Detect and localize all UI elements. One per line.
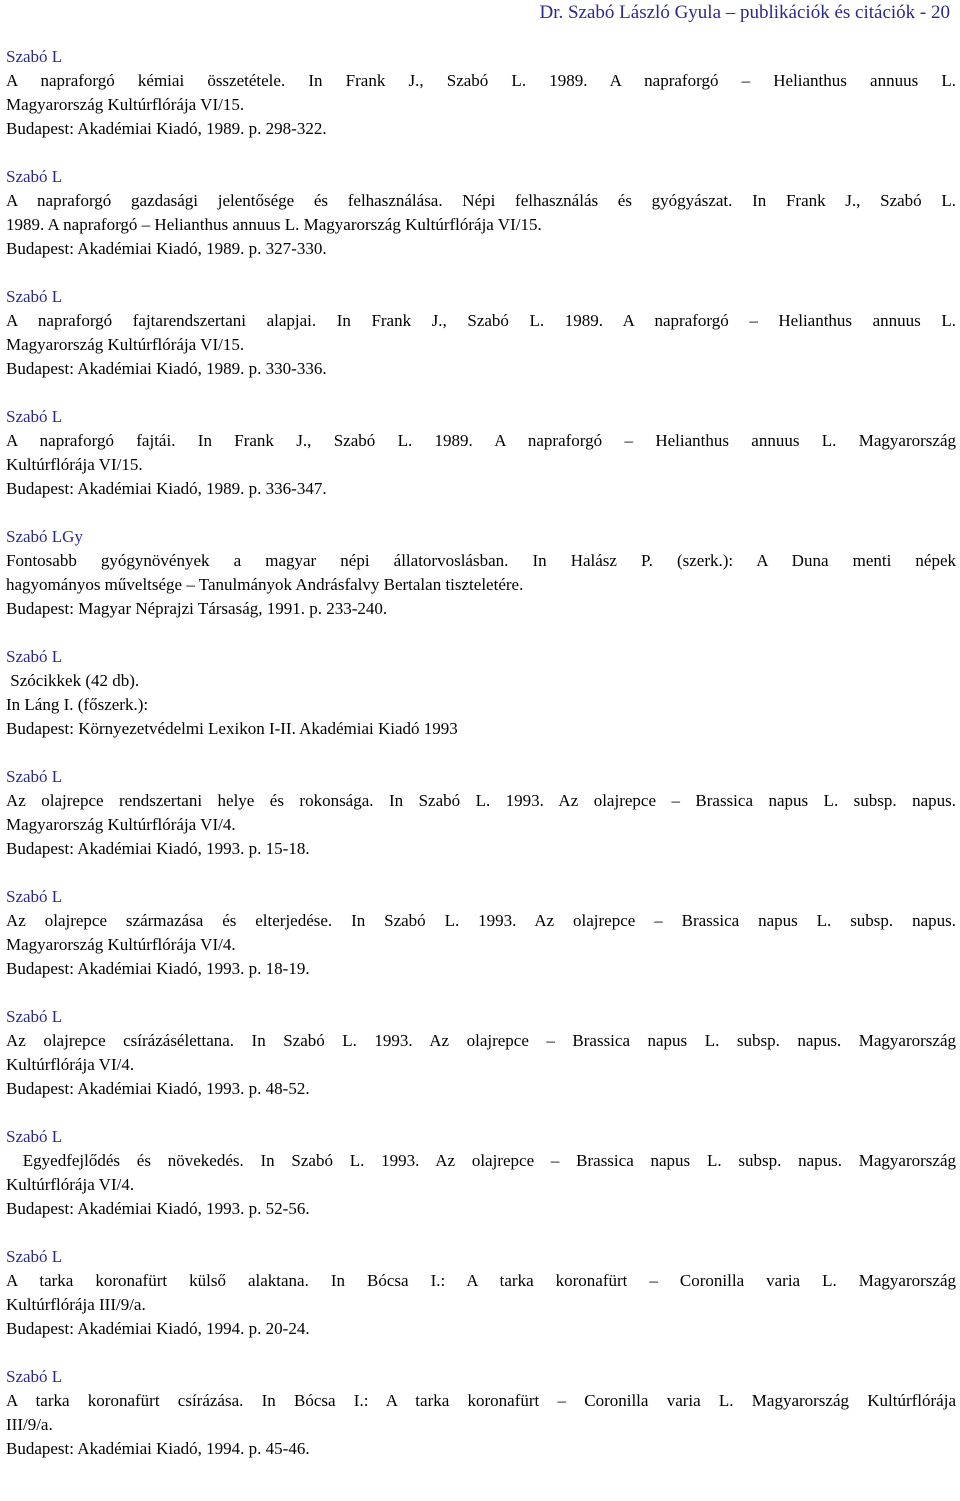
entry-author: Szabó L bbox=[6, 1367, 63, 1386]
publication-entry bbox=[6, 1245, 956, 1341]
publication-entry bbox=[6, 1365, 956, 1461]
entry-line: Budapest: Akadémiai Kiadó, 1994. p. 45-46. bbox=[6, 1439, 310, 1458]
entry-line: hagyományos műveltsége – Tanulmányok Andrásfalvy Bertalan tiszteletére. bbox=[6, 575, 524, 594]
entry-author: Szabó LGy bbox=[6, 527, 83, 546]
entry-line: Magyarország Kultúrflórája VI/15. bbox=[6, 95, 245, 114]
publication-list bbox=[6, 45, 956, 1485]
entry-line: A napraforgó fajtarendszertani alapjai. In Frank J., Szabó L. 1989. A napraforgó – Helianthus annuus L. bbox=[6, 311, 956, 330]
publication-entry bbox=[6, 405, 956, 501]
entry-line: Egyedfejlődés és növekedés. In Szabó L. 1993. Az olajrepce – Brassica napus L. subsp. napus. Magyarország bbox=[6, 1151, 957, 1170]
entry-author: Szabó L bbox=[6, 167, 63, 186]
entry-line: Budapest: Akadémiai Kiadó, 1993. p. 48-52. bbox=[6, 1079, 310, 1098]
entry-line: Budapest: Magyar Néprajzi Társaság, 1991. p. 233-240. bbox=[6, 599, 388, 618]
entry-line: Szócikkek (42 db). bbox=[6, 671, 140, 690]
entry-line: A napraforgó gazdasági jelentősége és felhasználása. Népi felhasználás és gyógyászat. In Frank J., Szabó L. bbox=[6, 191, 956, 210]
publication-entry bbox=[6, 45, 956, 141]
entry-line: Kultúrflórája VI/15. bbox=[6, 455, 143, 474]
entry-line: 1989. A napraforgó – Helianthus annuus L. Magyarország Kultúrflórája VI/15. bbox=[6, 215, 542, 234]
publication-entry bbox=[6, 285, 956, 381]
entry-line: Budapest: Akadémiai Kiadó, 1989. p. 327-330. bbox=[6, 239, 327, 258]
entry-line: Budapest: Akadémiai Kiadó, 1989. p. 336-347. bbox=[6, 479, 327, 498]
entry-line: Budapest: Akadémiai Kiadó, 1993. p. 18-19. bbox=[6, 959, 310, 978]
entry-line: Kultúrflórája III/9/a. bbox=[6, 1295, 146, 1314]
entry-line: Budapest: Akadémiai Kiadó, 1989. p. 330-336. bbox=[6, 359, 327, 378]
entry-line: Magyarország Kultúrflórája VI/4. bbox=[6, 815, 236, 834]
entry-author: Szabó L bbox=[6, 1127, 63, 1146]
entry-line: Magyarország Kultúrflórája VI/15. bbox=[6, 335, 245, 354]
entry-line: Budapest: Akadémiai Kiadó, 1994. p. 20-24. bbox=[6, 1319, 310, 1338]
entry-line: Budapest: Akadémiai Kiadó, 1989. p. 298-322. bbox=[6, 119, 327, 138]
entry-line: III/9/a. bbox=[6, 1415, 53, 1434]
entry-line: Az olajrepce rendszertani helye és rokonsága. In Szabó L. 1993. Az olajrepce – Brassica napus L. subsp. napus. bbox=[6, 791, 956, 810]
entry-line: A napraforgó kémiai összetétele. In Frank J., Szabó L. 1989. A napraforgó – Helianthus annuus L. bbox=[6, 71, 956, 90]
entry-line: Fontosabb gyógynövények a magyar népi állatorvoslásban. In Halász P. (szerk.): A Duna menti népek bbox=[6, 551, 956, 570]
entry-author: Szabó L bbox=[6, 1247, 63, 1266]
page-header: Dr. Szabó László Gyula – publikációk és citációk - 20 bbox=[539, 2, 950, 23]
entry-author: Szabó L bbox=[6, 47, 63, 66]
entry-line: Az olajrepce csírázásélettana. In Szabó L. 1993. Az olajrepce – Brassica napus L. subsp. napus. Magyarország bbox=[6, 1031, 956, 1050]
publication-entry bbox=[6, 765, 956, 861]
entry-line: Budapest: Akadémiai Kiadó, 1993. p. 52-56. bbox=[6, 1199, 310, 1218]
entry-author: Szabó L bbox=[6, 407, 63, 426]
publication-entry bbox=[6, 885, 956, 981]
publication-entry bbox=[6, 165, 956, 261]
publication-entry bbox=[6, 645, 956, 741]
entry-line: A tarka koronafürt külső alaktana. In Bócsa I.: A tarka koronafürt – Coronilla varia L. Magyarország bbox=[6, 1271, 956, 1290]
entry-line: Az olajrepce származása és elterjedése. In Szabó L. 1993. Az olajrepce – Brassica napus L. subsp. napus. bbox=[6, 911, 956, 930]
publication-entry bbox=[6, 1005, 956, 1101]
entry-author: Szabó L bbox=[6, 647, 63, 666]
entry-line: A tarka koronafürt csírázása. In Bócsa I.: A tarka koronafürt – Coronilla varia L. Magyarország Kultúrflórája bbox=[6, 1391, 956, 1410]
entry-author: Szabó L bbox=[6, 1007, 63, 1026]
entry-line: Kultúrflórája VI/4. bbox=[6, 1055, 135, 1074]
entry-line: A napraforgó fajtái. In Frank J., Szabó L. 1989. A napraforgó – Helianthus annuus L. Magyarország bbox=[6, 431, 956, 450]
entry-author: Szabó L bbox=[6, 887, 63, 906]
entry-line: Budapest: Környezetvédelmi Lexikon I-II. Akadémiai Kiadó 1993 bbox=[6, 719, 458, 738]
entry-line: Budapest: Akadémiai Kiadó, 1993. p. 15-18. bbox=[6, 839, 310, 858]
entry-line: Kultúrflórája VI/4. bbox=[6, 1175, 135, 1194]
entry-line: Magyarország Kultúrflórája VI/4. bbox=[6, 935, 236, 954]
publication-entry bbox=[6, 1125, 956, 1221]
entry-line: In Láng I. (főszerk.): bbox=[6, 695, 149, 714]
entry-author: Szabó L bbox=[6, 767, 63, 786]
publication-entry bbox=[6, 525, 956, 621]
entry-author: Szabó L bbox=[6, 287, 63, 306]
